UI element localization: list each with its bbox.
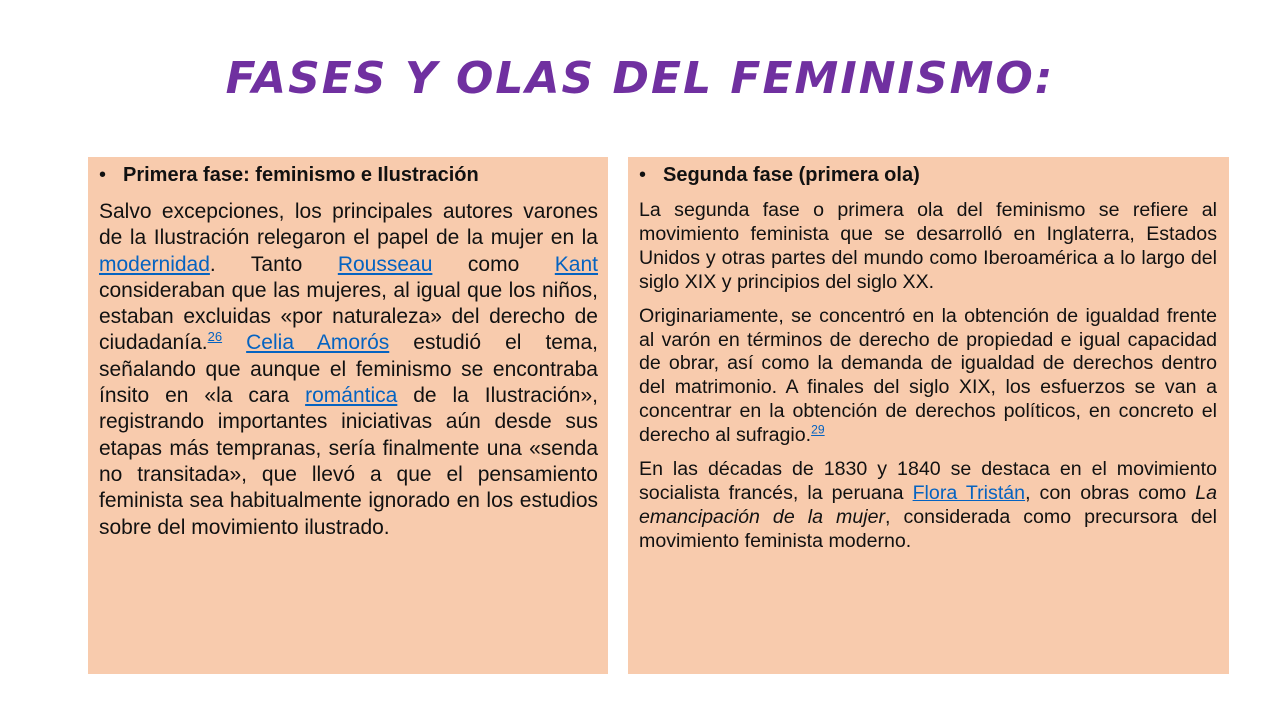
reference-29[interactable]: 29 — [811, 422, 825, 437]
left-heading — [99, 163, 598, 187]
right-paragraph-1: La segunda fase o primera ola del feminismo se refiere al movimiento feminista que se desarrolló en Inglaterra, Estados Unidos y otras partes del mundo como Iberoamérica a lo largo del siglo XIX y principios del siglo XX. — [639, 199, 1217, 293]
text-segment — [222, 331, 246, 354]
link-flora-tristan[interactable]: Flora Tristán — [912, 481, 1026, 504]
text-segment: de la Ilustración», registrando importantes iniciativas aún desde sus etapas más tempranas, sería finalmente una «senda no transitada», que llevó a que el pensamiento feminista sea habitualmente ignorado en los estudios sobre del movimiento ilustrado. — [99, 384, 598, 539]
right-paragraph-2 — [639, 305, 1217, 448]
link-romantica[interactable]: romántica — [305, 384, 398, 408]
reference-26[interactable]: 26 — [207, 329, 223, 345]
text-segment: , considerada como precursora del movimiento feminista moderno. — [639, 505, 1217, 552]
text-segment: , con obras como — [1025, 481, 1196, 504]
link-celia-amoros[interactable]: Celia Amorós — [246, 331, 390, 355]
left-heading-text: Primera fase: feminismo e Ilustración — [123, 164, 479, 186]
book-title: La emancipación de la mujer — [639, 481, 1217, 528]
right-paragraph-3 — [639, 458, 1217, 554]
left-paragraph — [99, 199, 598, 541]
link-modernidad[interactable]: modernidad — [99, 252, 210, 276]
right-heading-text: Segunda fase (primera ola) — [663, 164, 920, 186]
right-column — [628, 157, 1229, 674]
text-segment: consideraban que las mujeres, al igual que los niños, estaban excluidas «por naturaleza» del derecho de ciudadanía. — [99, 278, 598, 355]
link-kant[interactable]: Kant — [554, 252, 598, 276]
text-segment: Originariamente, se concentró en la obtención de igualdad frente al varón en términos de derecho de propiedad e igual capacidad de obrar, así como la demanda de igualdad de derechos dentro del matrimonio. A finales del siglo XIX, los esfuerzos se van a concentrar en la obtención de derechos políticos, en concreto el derecho al sufragio. — [639, 304, 1217, 447]
text-segment: Salvo excepciones, los principales autores varones de la Ilustración relegaron el papel de la mujer en la — [99, 200, 598, 250]
text-segment: . Tanto — [209, 252, 338, 276]
link-rousseau[interactable]: Rousseau — [337, 252, 433, 276]
bullet-icon: • — [99, 164, 107, 186]
text-segment: estudió el tema, señalando que aunque el feminismo se encontraba ínsito en «la cara — [99, 331, 598, 408]
bullet-icon: • — [639, 164, 647, 186]
left-column — [88, 157, 608, 674]
slide-title: FASES Y OLAS DEL FEMINISMO: — [225, 53, 1055, 104]
text-segment: En las décadas de 1830 y 1840 se destaca en el movimiento socialista francés, la peruana — [639, 458, 1217, 504]
text-segment: como — [432, 252, 555, 276]
right-heading — [639, 163, 1217, 187]
